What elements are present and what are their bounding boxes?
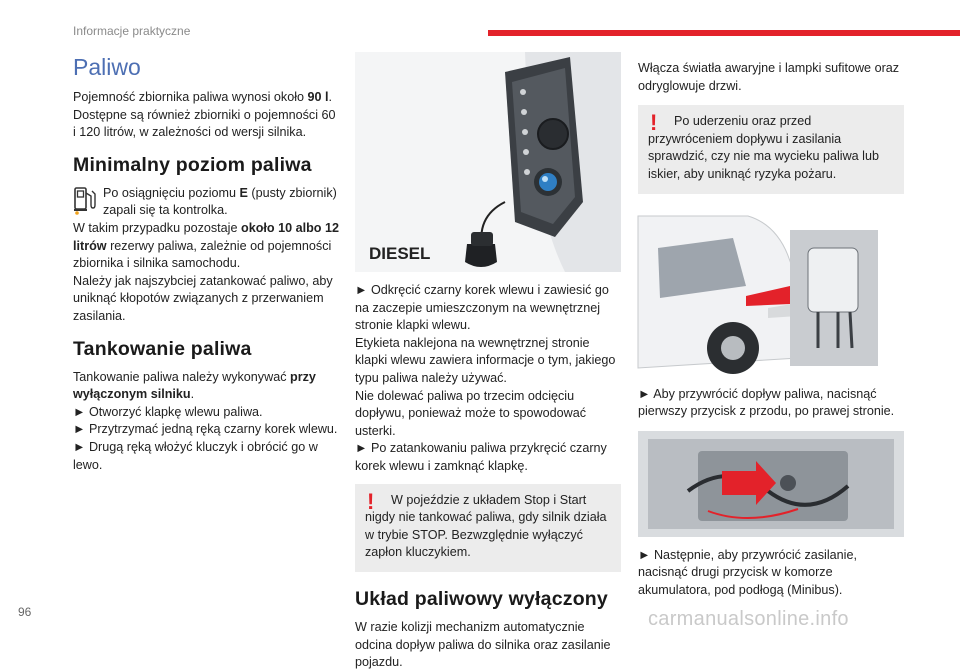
diesel-label: DIESEL: [369, 244, 431, 263]
watermark: carmanualsonline.info: [648, 608, 849, 630]
hazard-lights-text: Włącza światła awaryjne i lampki sufitowe oraz odryglowuje drzwi.: [638, 61, 900, 93]
unscrew-cap-text: ► Odkręcić czarny korek wlewu i zawiesić go na zaczepie umieszczonym na wewnętrznej stronie klapki wlewu.: [355, 283, 609, 333]
warning-exclamation-icon: !: [367, 488, 375, 514]
no-overfill-text: Nie dolewać paliwa po trzecim odcięciu dopływu, ponieważ może to spowodować usterki.: [355, 388, 587, 438]
warning-text: W pojeździe z układem Stop i Start nigdy nie tankować paliwa, gdy silnik działa w trybie STOP. Bezwzględnie wyłączyć zapłon kluczykiem.: [365, 492, 607, 560]
step-item: ► Otworzyć klapkę wlewu paliwa.: [73, 404, 263, 419]
battery-compartment-drawing: [638, 431, 904, 537]
heading-refuel: Tankowanie paliwa: [73, 337, 252, 360]
stop-start-warning: [355, 484, 621, 572]
warning-text: Po uderzeniu oraz przed przywróceniem dopływu i zasilania sprawdzić, czy nie ma wycieku paliwa lub iskier, aby uniknąć ryzyka pożaru.: [648, 114, 879, 181]
fuel-warning-row: [73, 185, 341, 220]
van-drawing: [638, 208, 904, 376]
heading-fuel-cutoff: Układ paliwowy wyłączony: [355, 587, 608, 610]
heading-min-fuel: Minimalny poziom paliwa: [73, 153, 312, 176]
fuel-flap-illustration: [355, 52, 621, 272]
restore-power-text: ► Następnie, aby przywrócić zasilanie, nacisnąć drugi przycisk w komorze akumulatora, pod podłogą (Minibus).: [638, 547, 857, 597]
label-info-text: Etykieta naklejona na wewnętrznej stronie klapki wlewu zawiera informacje o tym, jakiego typu paliwa należy używać.: [355, 335, 616, 385]
column-1: [73, 52, 341, 474]
refuel-advice-text: Należy jak najszybciej zatankować paliwo, aby uniknąć kłopotów związanych z przerwaniem zasilania.: [73, 273, 333, 323]
step-item: ► Przytrzymać jedną ręką czarny korek wlewu.: [73, 422, 338, 437]
fuel-flap-drawing: [355, 52, 621, 272]
tank-capacity-text: Pojemność zbiornika paliwa wynosi około 90 l. Dostępne są również zbiorniki o pojemności 60 i 120 litrów, w zależności od wersji silnika.: [73, 90, 336, 140]
column-2: [355, 52, 621, 672]
warning-exclamation-icon: !: [650, 110, 658, 136]
close-cap-text: ► Po zatankowaniu paliwa przykręcić czarny korek wlewu i zamknąć klapkę.: [355, 441, 607, 473]
battery-switch-illustration: [638, 431, 904, 537]
restore-fuel-text: ► Aby przywrócić dopływ paliwa, nacisnąć pierwszy przycisk z przodu, po prawej stronie.: [638, 386, 895, 419]
refuel-intro: Tankowanie paliwa należy wykonywać przy wyłączonym silniku.: [73, 369, 316, 402]
page-title: Paliwo: [73, 54, 141, 80]
page-number: 96: [18, 605, 32, 619]
fuel-cutoff-text: W razie kolizji mechanizm automatycznie odcina dopływ paliwa do silnika oraz zasilanie pojazdu.: [355, 619, 611, 670]
header-accent-bar: [488, 30, 960, 36]
step-item: ► Drugą ręką włożyć kluczyk i obrócić go w lewo.: [73, 439, 318, 472]
column-3: [638, 52, 904, 600]
fuel-pump-icon: [73, 185, 97, 215]
van-switch-illustration: [638, 208, 904, 376]
reserve-text: W takim przypadku pozostaje około 10 albo 12 litrów rezerwy paliwa, zależnie od pojemności zbiornika i silnika samochodu.: [73, 220, 339, 271]
fire-risk-warning: [638, 105, 904, 193]
section-header: Informacje praktyczne: [73, 24, 191, 38]
fuel-warning-text: Po osiągnięciu poziomu E (pusty zbiornik) zapali się ta kontrolka.: [103, 185, 337, 218]
